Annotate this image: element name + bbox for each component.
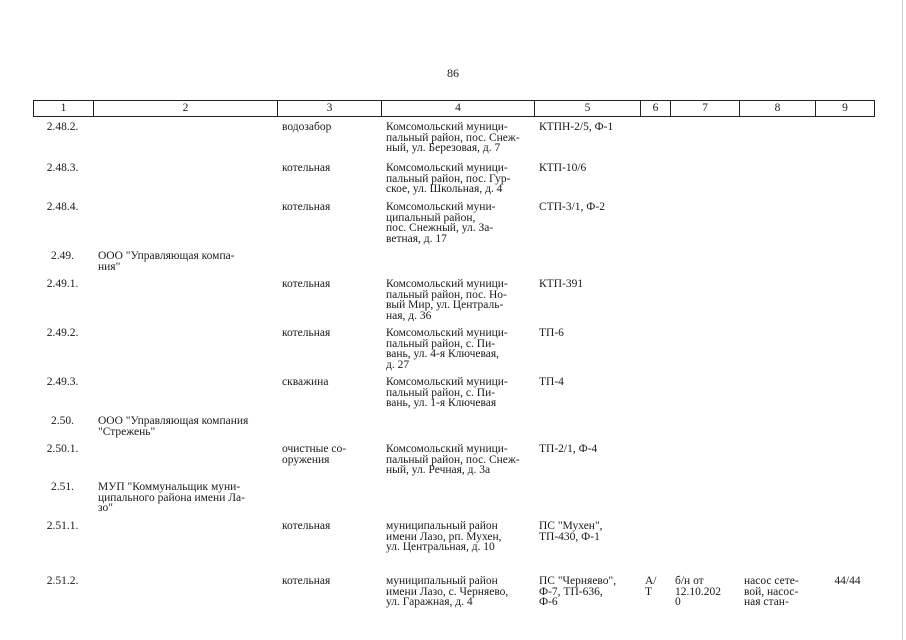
row-number: 2.48.2. xyxy=(46,121,79,133)
facility-address: Комсомольский муници- пальный район, пос. Но- вый Мир, ул. Централь- ная, д. 36 xyxy=(386,278,508,322)
row-number: 2.50. xyxy=(51,415,74,427)
facility-type: котельная xyxy=(282,162,331,174)
facility-address: Комсомольский муници- пальный район, с. Пи- вань, ул. 1-я Ключевая xyxy=(386,376,508,409)
power-source: ПС "Черняево", Ф-7, ТП-636, Ф-6 xyxy=(539,575,617,608)
page-number: 86 xyxy=(447,66,459,80)
facility-address: Комсомольский муници- пальный район, пос. Гур- ское, ул. Школьная, д. 4 xyxy=(386,162,511,195)
header-col-5: 5 xyxy=(534,101,640,116)
power-source: СТП-3/1, Ф-2 xyxy=(539,201,605,213)
row-number: 2.49.2. xyxy=(46,327,79,339)
header-col-7: 7 xyxy=(670,101,739,116)
row-number: 2.48.4. xyxy=(46,201,79,213)
header-col-3: 3 xyxy=(277,101,381,116)
header-col-9: 9 xyxy=(815,101,874,116)
row-number: 2.50.1. xyxy=(46,443,79,455)
facility-type: котельная xyxy=(282,278,331,290)
facility-address: Комсомольский муници- пальный район, пос. Снеж- ный, ул. Речная, д. 3а xyxy=(386,443,520,476)
organization-name: ООО "Управляющая компа- ния" xyxy=(98,250,235,273)
power-source: КТП-10/6 xyxy=(539,162,587,174)
row-number: 2.51.2. xyxy=(46,575,79,587)
facility-address: Комсомольский муници- пальный район, пос. Снеж- ный, ул. Березовая, д. 7 xyxy=(386,121,520,154)
facility-address: муниципальный район имени Лазо, с. Черняево, ул. Гаражная, д. 4 xyxy=(386,575,509,608)
header-col-6: 6 xyxy=(640,101,670,116)
row-number: 2.48.3. xyxy=(46,162,79,174)
row-number: 2.49.3. xyxy=(46,376,79,388)
power-source: ПС "Мухен", ТП-430, Ф-1 xyxy=(539,520,603,543)
table-header xyxy=(33,100,875,117)
power-source: КТПН-2/5, Ф-1 xyxy=(539,121,614,133)
power-source: ТП-2/1, Ф-4 xyxy=(539,443,598,455)
row-number: 2.49.1. xyxy=(46,278,79,290)
facility-type: котельная xyxy=(282,520,331,532)
page-edge-line xyxy=(902,0,903,640)
facility-type: котельная xyxy=(282,327,331,339)
power-source: КТП-391 xyxy=(539,278,584,290)
power-value: 44/44 xyxy=(834,575,861,587)
facility-type: скважина xyxy=(282,376,329,388)
header-col-2: 2 xyxy=(93,101,277,116)
header-col-4: 4 xyxy=(381,101,534,116)
row-number: 2.51.1. xyxy=(46,520,79,532)
header-col-1: 1 xyxy=(60,102,67,114)
power-source: ТП-4 xyxy=(539,376,564,388)
col-6-value: А/ Т xyxy=(645,575,657,598)
facility-type: водозабор xyxy=(282,121,332,133)
facility-type: котельная xyxy=(282,575,331,587)
organization-name: МУП "Коммунальщик муни- ципального района имени Ла- зо" xyxy=(98,481,245,514)
document-reference: б/н от 12.10.202 0 xyxy=(675,575,721,608)
organization-name: ООО "Управляющая компания "Стрежень" xyxy=(98,415,249,438)
row-number: 2.49. xyxy=(51,250,74,262)
facility-type: очистные со- оружения xyxy=(282,443,347,466)
facility-address: Комсомольский муни- ципальный район, пос. Снежный, ул. За- ветная, д. 17 xyxy=(386,201,496,245)
facility-address: муниципальный район имени Лазо, рп. Мухен, ул. Центральная, д. 10 xyxy=(386,520,502,553)
facility-address: Комсомольский муници- пальный район, с. Пи- вань, ул. 4-я Ключевая, д. 27 xyxy=(386,327,508,371)
power-source: ТП-6 xyxy=(539,327,564,339)
facility-type: котельная xyxy=(282,201,331,213)
equipment-description: насос сете- вой, насос- ная стан- xyxy=(744,575,799,608)
row-number: 2.51. xyxy=(51,481,74,493)
header-col-8: 8 xyxy=(739,101,815,116)
